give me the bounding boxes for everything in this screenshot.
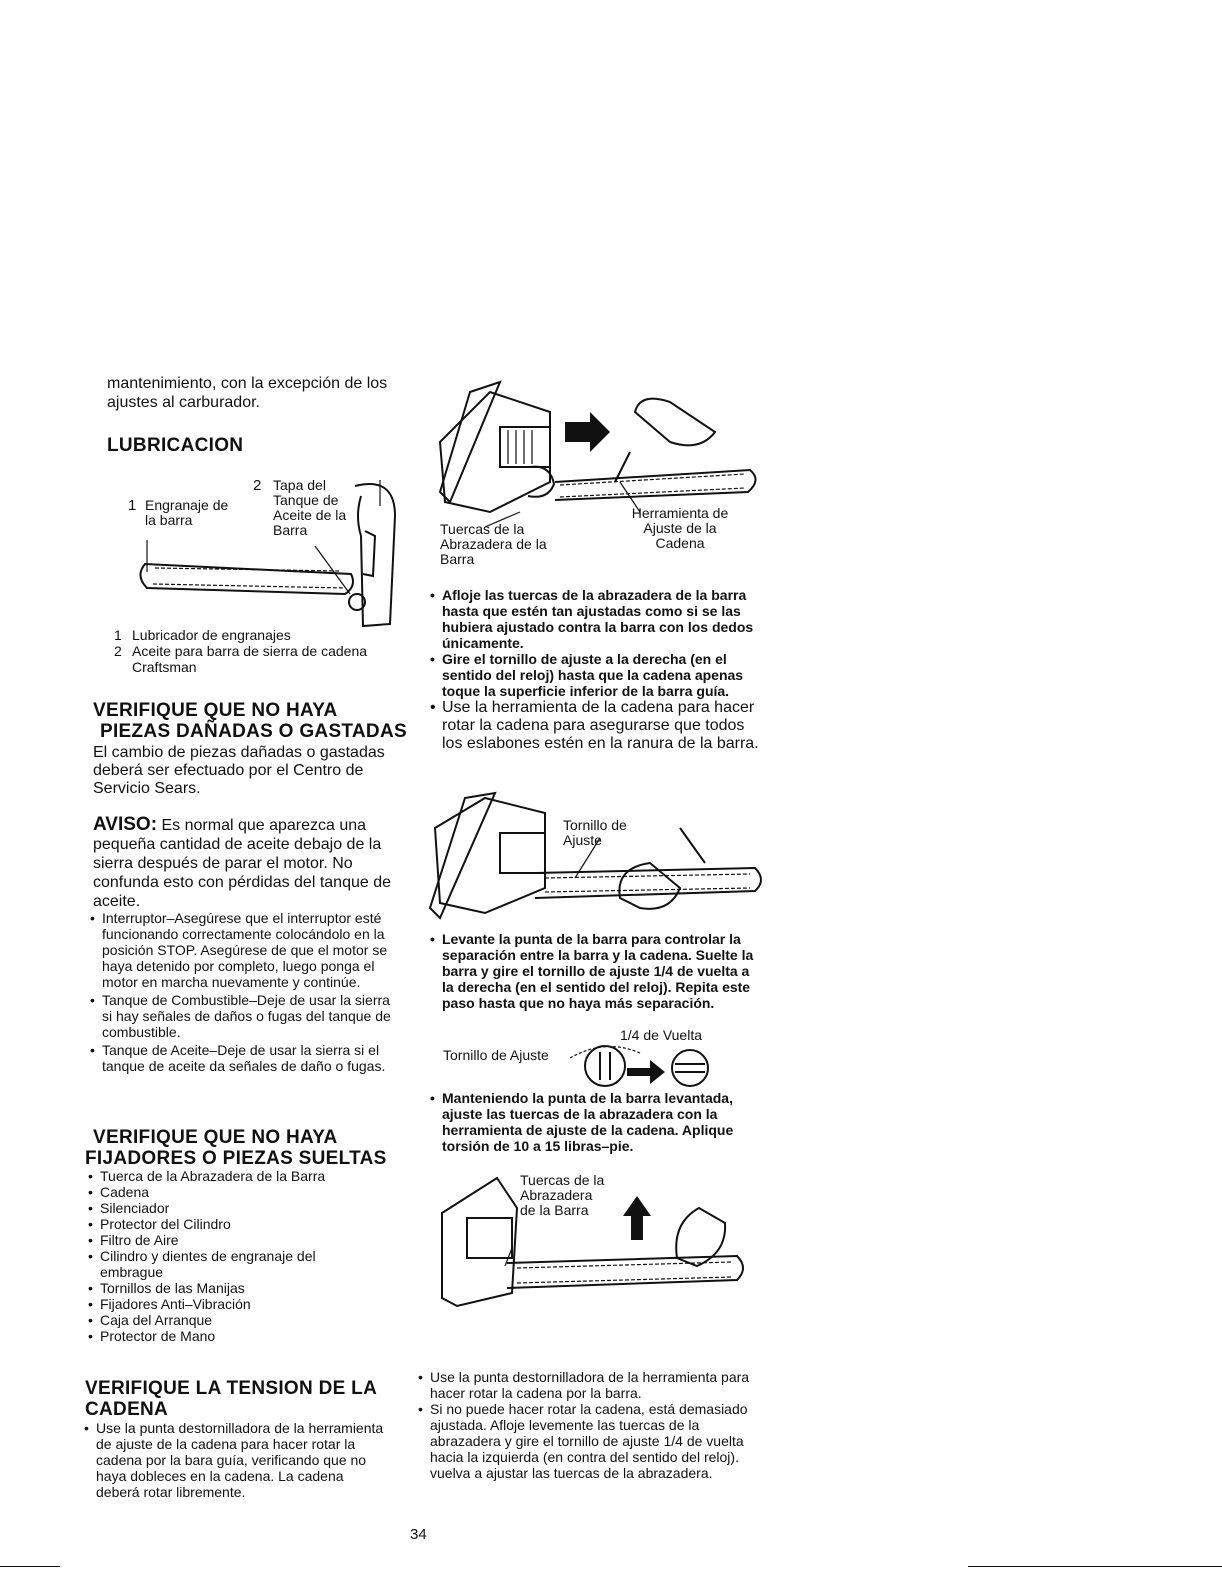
fig2-label: Tornillo de Ajuste <box>563 817 627 848</box>
list-item: • Cadena <box>88 1184 368 1200</box>
aviso-text: Es normal que aparezca una pequeña cantidad de aceite debajo de la sierra después de parar el motor. No confunda esto con pérdidas del tanque de aceite. <box>93 817 392 910</box>
heading-sueltas-line2: FIJADORES O PIEZAS SUELTAS <box>85 1148 387 1169</box>
fig1-label-left: Tuercas de la Abrazadera de la Barra <box>440 521 547 567</box>
chain-adjust-figure-2 <box>425 788 765 923</box>
list-item: • Use la herramienta de la cadena para hacer rotar la cadena para asegurarse que todos los eslabones estén en la ranura de la barra. <box>430 699 760 753</box>
fig-label-2-num: 2 <box>253 477 262 494</box>
legend-text: Lubricador de engranajes <box>132 627 291 643</box>
chain-adjust-figure-1 <box>430 372 760 572</box>
right-bullets-c <box>430 1090 760 1154</box>
fig-label-2: Tapa del Tanque de Aceite de la Barra <box>273 477 347 538</box>
legend-num: 2 <box>114 643 122 659</box>
danadas-body: El cambio de piezas dañadas o gastadas deberá ser efectuado por el Centro de Servicio Sears. <box>93 744 385 797</box>
list-item: • Levante la punta de la barra para controlar la separación entre la barra y la cadena. Suelte la barra y gire el tornillo de ajuste 1/4 de vuelta a la derecha (en el sentido del reloj). Repita este paso hasta que no haya más separación. <box>430 931 760 1011</box>
list-item: • Afloje las tuercas de la abrazadera de la barra hasta que estén tan ajustadas como si se las hubiera ajustado contra la barra con los dedos únicamente. <box>430 587 760 651</box>
chainsaw-illustration-2 <box>425 788 765 923</box>
fig-label-1: Engranaje de la barra <box>145 497 229 528</box>
list-item: • Caja del Arranque <box>88 1312 368 1328</box>
heading-danadas-line1: VERIFIQUE QUE NO HAYA <box>93 700 338 721</box>
danadas-list <box>90 910 400 1074</box>
list-item: • Gire el tornillo de ajuste a la derecha (en el sentido del reloj) hasta que la cadena apenas toque la superficie inferior de la barra guía. <box>430 651 760 699</box>
list-item: • Filtro de Aire <box>88 1232 368 1248</box>
aviso-label: AVISO: <box>93 814 158 835</box>
sueltas-list <box>88 1168 368 1344</box>
heading-danadas-line2: PIEZAS DAÑADAS O GASTADAS <box>100 721 407 742</box>
bottom-rule-left <box>0 1566 60 1567</box>
list-item: • Tanque de Combustible–Deje de usar la sierra si hay señales de daños o fugas del tanque de combustible. <box>90 992 400 1040</box>
right-bullets-d <box>418 1369 758 1481</box>
legend-num: 1 <box>114 627 122 643</box>
intro-text: mantenimiento, con la excepción de los ajustes al carburador. <box>107 375 388 411</box>
list-item: • Manteniendo la punta de la barra levantada, ajuste las tuercas de la abrazadera con la herramienta de ajuste de la cadena. Aplique torsión de 10 a 15 libras–pie. <box>430 1090 760 1154</box>
right-bullets-b <box>430 931 760 1011</box>
list-item: • Use la punta destornilladora de la herramienta de ajuste de la cadena para hacer rotar la cadena por la bara guía, verificando que no haya dobleces en la cadena. La cadena deberá rotar libremente. <box>84 1420 384 1500</box>
fig3-label: Tuercas de la Abrazadera de la Barra <box>520 1172 605 1218</box>
fig1-label-right: Herramienta de Ajuste de la Cadena <box>631 505 729 551</box>
list-item: • Silenciador <box>88 1200 368 1216</box>
page-number: 34 <box>410 1526 427 1543</box>
list-item: • Interruptor–Asegúrese que el interruptor esté funcionando correctamente colocándolo en la posición STOP. Asegúrese de que el motor se haya detenido por completo, luego ponga el motor en marcha nuevamente y continúe. <box>90 910 400 990</box>
heading-tension-line1: VERIFIQUE LA TENSION DE LA <box>85 1378 378 1399</box>
screw-label: Tornillo de Ajuste <box>443 1047 549 1063</box>
heading-sueltas-line1: VERIFIQUE QUE NO HAYA <box>93 1127 338 1148</box>
lubricacion-heading: LUBRICACION <box>107 435 244 456</box>
quarter-turn-diagram <box>565 1038 725 1088</box>
legend-text: Aceite para barra de sierra de cadena Craftsman <box>132 643 368 675</box>
list-item: • Fijadores Anti–Vibración <box>88 1296 368 1312</box>
list-item: • Cilindro y dientes de engranaje del embrague <box>88 1248 368 1280</box>
heading-tension-line2: CADENA <box>85 1399 169 1420</box>
list-item: • Tanque de Aceite–Deje de usar la sierra si el tanque de aceite da señales de daño o fugas. <box>90 1042 400 1074</box>
bottom-rule-right <box>968 1566 1222 1567</box>
list-item: • Tornillos de las Manijas <box>88 1280 368 1296</box>
list-item: • Use la punta destornilladora de la herramienta para hacer rotar la cadena por la barra. <box>418 1369 758 1401</box>
list-item: • Protector del Cilindro <box>88 1216 368 1232</box>
tension-list <box>84 1420 384 1500</box>
aviso-paragraph <box>93 815 413 911</box>
lubrication-legend <box>114 627 414 675</box>
chain-adjust-figure-3 <box>437 1168 762 1313</box>
chainsaw-bar-illustration <box>125 476 415 636</box>
right-bullets-a <box>430 587 760 753</box>
legend-item <box>114 643 414 675</box>
fig-label-1-num: 1 <box>128 497 137 514</box>
quarter-turn-label: 1/4 de Vuelta <box>620 1027 702 1043</box>
list-item: • Si no puede hacer rotar la cadena, está demasiado ajustada. Afloje levemente las tuercas de la abrazadera y gire el tornillo de ajuste 1/4 de vuelta hacia la izquierda (en contra del sentido del reloj). vuelva a ajustar las tuercas de la abrazadera. <box>418 1401 758 1481</box>
lubrication-figure <box>125 476 415 636</box>
list-item: • Tuerca de la Abrazadera de la Barra <box>88 1168 368 1184</box>
legend-item <box>114 627 414 643</box>
list-item: • Protector de Mano <box>88 1328 368 1344</box>
